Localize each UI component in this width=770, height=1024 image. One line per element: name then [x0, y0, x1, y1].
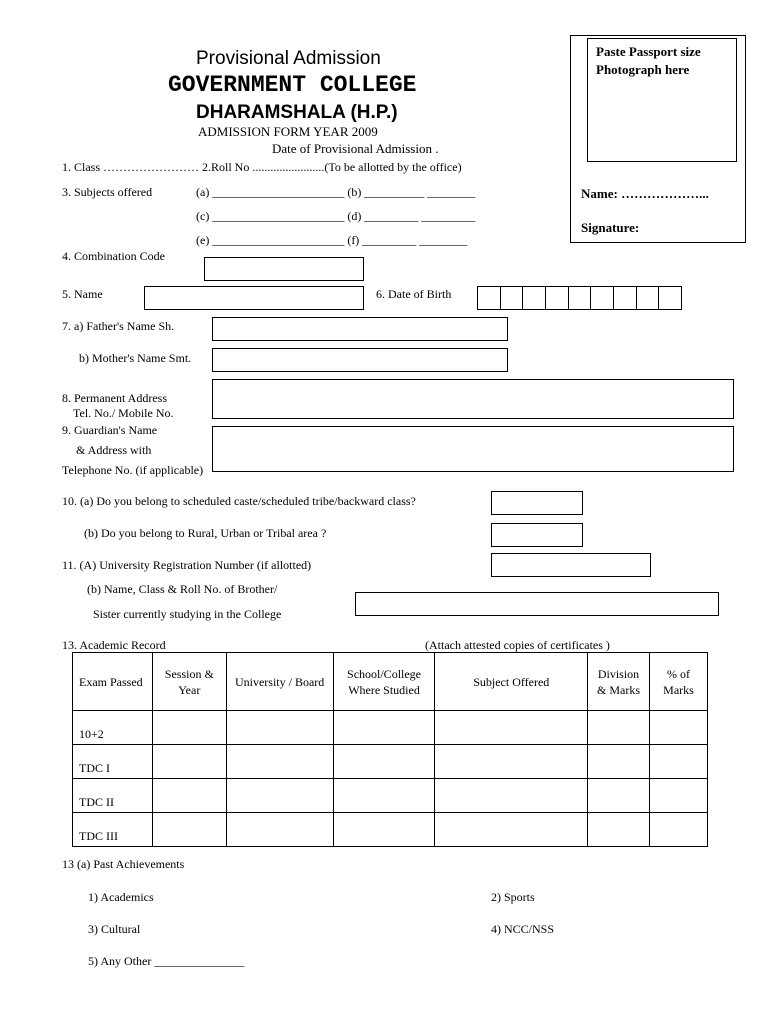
combination-input[interactable]	[204, 257, 364, 281]
table-cell[interactable]	[226, 779, 333, 813]
telephone-label: Tel. No./ Mobile No.	[73, 406, 174, 420]
academic-record-table	[72, 652, 708, 847]
table-cell[interactable]	[435, 779, 588, 813]
mother-name-input[interactable]	[212, 348, 508, 372]
dob-label: 6. Date of Birth	[376, 287, 452, 301]
table-cell[interactable]	[588, 779, 650, 813]
subject-row-ef[interactable]: (e) ______________________ (f) _________ ________	[196, 233, 468, 247]
achievements-title: 13 (a) Past Achievements	[62, 857, 185, 871]
admission-date-label: Date of Provisional Admission .	[272, 141, 439, 156]
college-location: DHARAMSHALA (H.P.)	[196, 102, 398, 123]
dob-input[interactable]	[477, 286, 682, 310]
mother-name-label: b) Mother's Name Smt.	[79, 351, 192, 365]
area-input[interactable]	[491, 523, 583, 547]
subjects-label: 3. Subjects offered	[62, 185, 153, 199]
photo-signature-label: Signature:	[581, 220, 640, 235]
column-header: Session & Year	[152, 653, 226, 711]
table-cell[interactable]	[435, 813, 588, 847]
table-row	[73, 813, 708, 847]
dob-digit[interactable]	[523, 287, 546, 309]
subject-row-ab[interactable]: (a) ______________________ (b) __________ ________	[196, 185, 476, 199]
table-cell[interactable]	[226, 813, 333, 847]
dob-digit[interactable]	[569, 287, 592, 309]
dob-digit[interactable]	[591, 287, 614, 309]
table-cell[interactable]	[650, 779, 708, 813]
father-name-label: 7. a) Father's Name Sh.	[62, 319, 175, 333]
column-header: Subject Offered	[435, 653, 588, 711]
table-cell[interactable]	[435, 745, 588, 779]
column-header: School/College Where Studied	[333, 653, 435, 711]
table-cell[interactable]	[333, 745, 435, 779]
table-header-row	[73, 653, 708, 711]
table-cell[interactable]	[650, 745, 708, 779]
form-year: ADMISSION FORM YEAR 2009	[198, 124, 378, 139]
column-header: Division & Marks	[588, 653, 650, 711]
area-question: (b) Do you belong to Rural, Urban or Tribal area ?	[84, 526, 327, 540]
guardian-name-label: 9. Guardian's Name	[62, 423, 158, 437]
table-cell[interactable]	[226, 745, 333, 779]
table-cell[interactable]	[588, 813, 650, 847]
table-cell[interactable]	[650, 813, 708, 847]
class-rollno-label: 1. Class …………………… 2.Roll No ........................(To be allotted by the office)	[62, 160, 462, 174]
sibling-question-1: (b) Name, Class & Roll No. of Brother/	[87, 582, 278, 596]
sibling-input[interactable]	[355, 592, 719, 616]
column-header: % of Marks	[650, 653, 708, 711]
photo-label-2: Photograph here	[596, 62, 690, 77]
registration-question: 11. (A) University Registration Number (if allotted)	[62, 558, 312, 572]
achievement-ncc-nss: 4) NCC/NSS	[491, 922, 555, 936]
exam-cell: 10+2	[73, 711, 153, 745]
academic-record-note: (Attach attested copies of certificates )	[425, 638, 610, 652]
name-input[interactable]	[144, 286, 364, 310]
academic-record-title: 13. Academic Record	[62, 638, 166, 652]
table-row	[73, 711, 708, 745]
table-cell[interactable]	[152, 813, 226, 847]
column-header: University / Board	[226, 653, 333, 711]
achievement-sports: 2) Sports	[491, 890, 535, 904]
father-name-input[interactable]	[212, 317, 508, 341]
table-cell[interactable]	[226, 711, 333, 745]
table-cell[interactable]	[333, 779, 435, 813]
table-row	[73, 745, 708, 779]
table-cell[interactable]	[650, 711, 708, 745]
exam-cell: TDC I	[73, 745, 153, 779]
achievement-other[interactable]: 5) Any Other _______________	[88, 954, 245, 968]
table-cell[interactable]	[435, 711, 588, 745]
exam-cell: TDC III	[73, 813, 153, 847]
guardian-details-input[interactable]	[212, 426, 734, 472]
college-name: GOVERNMENT COLLEGE	[168, 72, 417, 98]
registration-input[interactable]	[491, 553, 651, 577]
table-cell[interactable]	[333, 813, 435, 847]
name-label: 5. Name	[62, 287, 103, 301]
achievement-cultural: 3) Cultural	[88, 922, 141, 936]
guardian-telephone-label: Telephone No. (if applicable)	[62, 463, 204, 477]
table-row	[73, 779, 708, 813]
table-cell[interactable]	[333, 711, 435, 745]
sibling-question-2: Sister currently studying in the College	[93, 607, 282, 621]
category-input[interactable]	[491, 491, 583, 515]
photo-name-label: Name: ………………...	[581, 186, 709, 201]
dob-digit[interactable]	[501, 287, 524, 309]
category-question: 10. (a) Do you belong to scheduled caste/scheduled tribe/backward class?	[62, 494, 416, 508]
table-cell[interactable]	[152, 711, 226, 745]
achievement-academics: 1) Academics	[88, 890, 154, 904]
table-cell[interactable]	[152, 745, 226, 779]
address-label: 8. Permanent Address	[62, 391, 167, 405]
form-title: Provisional Admission	[196, 48, 381, 69]
dob-digit[interactable]	[637, 287, 660, 309]
subject-row-cd[interactable]: (c) ______________________ (d) _________ _________	[196, 209, 476, 223]
permanent-address-input[interactable]	[212, 379, 734, 419]
dob-digit[interactable]	[614, 287, 637, 309]
dob-digit[interactable]	[659, 287, 681, 309]
dob-digit[interactable]	[546, 287, 569, 309]
dob-digit[interactable]	[478, 287, 501, 309]
photo-label-1: Paste Passport size	[596, 44, 701, 59]
guardian-address-label: & Address with	[76, 443, 152, 457]
exam-cell: TDC II	[73, 779, 153, 813]
table-cell[interactable]	[152, 779, 226, 813]
table-cell[interactable]	[588, 745, 650, 779]
column-header: Exam Passed	[73, 653, 153, 711]
combination-label: 4. Combination Code	[62, 249, 165, 263]
table-cell[interactable]	[588, 711, 650, 745]
